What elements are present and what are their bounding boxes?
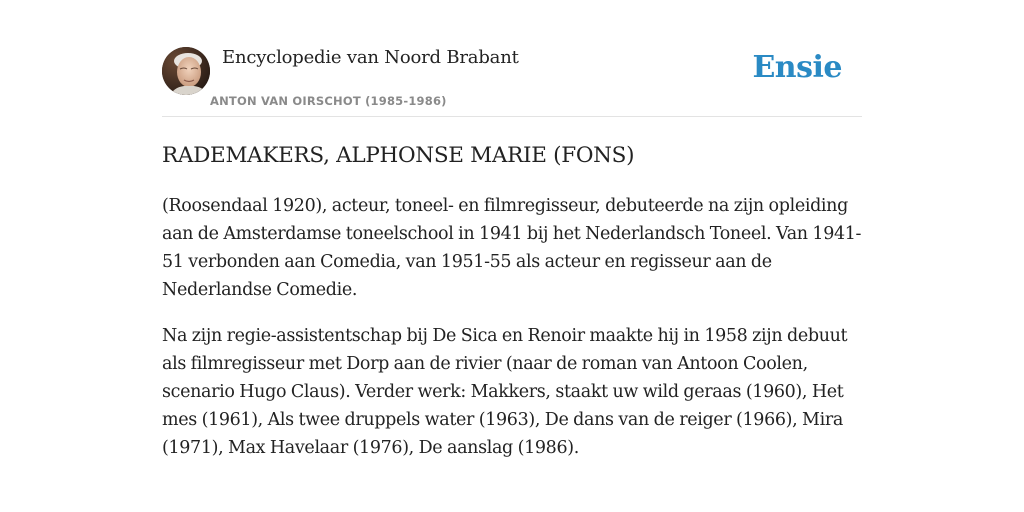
author-avatar[interactable] (162, 47, 210, 95)
portrait-icon (162, 47, 210, 95)
entry-paragraph: Na zijn regie-assistentschap bij De Sica en Renoir maakte hij in 1958 zijn debuut als filmregisseur met Dorp aan de rivier (naar de roman van Antoon Coolen, scenario Hugo Claus). Verder werk: Makkers, staakt uw wild geraas (1960), Het mes (1961), Als twee druppels water (1963), De dans van de reiger (1966), Mira (1971), Max Havelaar (1976), De aanslag (1986). (162, 326, 848, 458)
entry-card (162, 0, 862, 462)
author-name[interactable]: ANTON VAN OIRSCHOT (1985-1986) (210, 94, 447, 108)
source-title[interactable]: Encyclopedie van Noord Brabant (222, 47, 519, 68)
entry-paragraph: (Roosendaal 1920), acteur, toneel- en filmregisseur, debuteerde na zijn opleiding aan de Amsterdamse toneelschool in 1941 bij het Nederlandsch Toneel. Van 1941-51 verbonden aan Comedia, van 1951-55 als acteur en regisseur aan de Nederlandse Comedie. (162, 196, 862, 300)
entry-title: RADEMAKERS, ALPHONSE MARIE (FONS) (162, 143, 635, 168)
card-header (162, 0, 862, 117)
entry-body (162, 192, 862, 462)
brand-logo[interactable]: Ensie (752, 50, 842, 85)
